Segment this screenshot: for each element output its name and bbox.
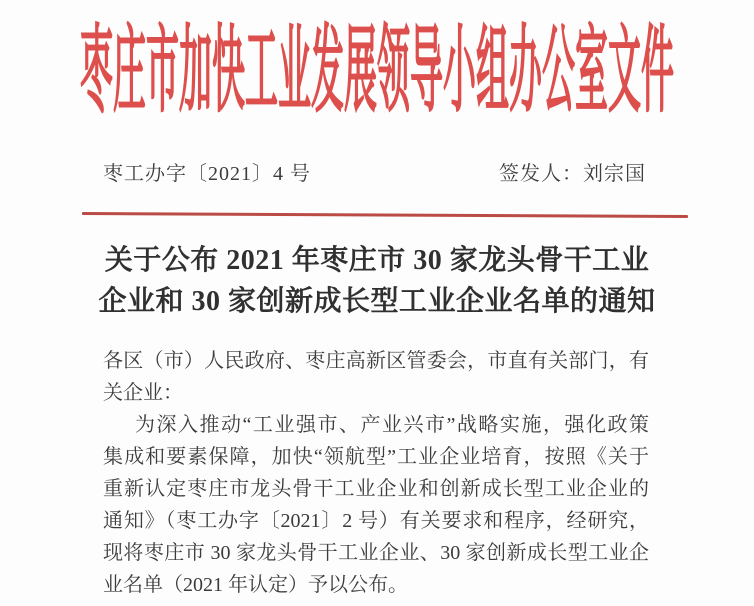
body-line: 各区（市）人民政府、枣庄高新区管委会，市直有关部门，有 bbox=[103, 350, 649, 372]
red-divider-line bbox=[82, 212, 688, 218]
issuer-name: 刘宗国 bbox=[583, 163, 646, 185]
body-line: 为深入推动“工业强市、产业兴市”战略实施，强化政策 bbox=[135, 414, 649, 436]
body-line: 业名单（2021 年认定）予以公布。 bbox=[103, 574, 408, 596]
letterhead-org-title: 枣庄市加快工业发展领导小组办公室文件 bbox=[80, 21, 674, 126]
issuer-label: 签发人： bbox=[499, 163, 583, 185]
doc-number: 枣工办字〔2021〕4 号 bbox=[103, 163, 311, 185]
document-title-line-2: 企业和 30 家创新成长型工业企业名单的通知 bbox=[98, 286, 656, 317]
letterhead bbox=[0, 21, 754, 126]
document-title-line-1: 关于公布 2021 年枣庄市 30 家龙头骨干工业 bbox=[104, 245, 650, 276]
document-title bbox=[50, 240, 704, 322]
body-line: 关企业： bbox=[103, 382, 183, 404]
body-line: 现将枣庄市 30 家龙头骨干工业企业、30 家创新成长型工业企 bbox=[103, 542, 649, 564]
body-line: 重新认定枣庄市龙头骨干工业企业和创新成长型工业企业的 bbox=[103, 478, 649, 500]
issuer bbox=[499, 161, 646, 187]
document-body bbox=[103, 345, 649, 601]
body-line: 集成和要素保障，加快“领航型”工业企业培育，按照《关于 bbox=[103, 446, 649, 468]
body-line: 通知》（枣工办字〔2021〕2 号）有关要求和程序，经研究， bbox=[103, 510, 649, 532]
doc-meta-row bbox=[103, 161, 646, 187]
